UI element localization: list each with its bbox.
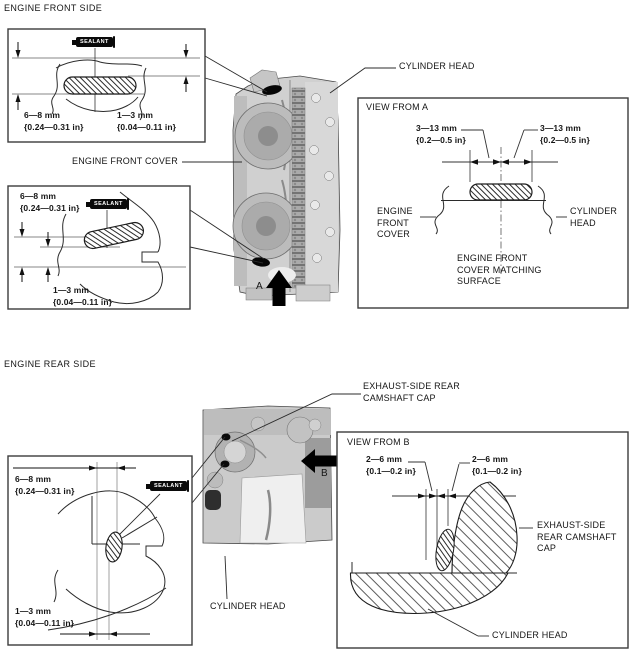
dim-1-3-in: {0.04—0.11 in} xyxy=(53,297,113,307)
dim-6-8-mm: 6—8 mm xyxy=(15,474,52,484)
sealant-bead-view-a xyxy=(470,184,532,200)
view-marker-a: A xyxy=(256,281,263,292)
view-b-dim-left-in: {0.1—0.2 in} xyxy=(366,466,416,476)
engine-front-illustration xyxy=(233,70,340,301)
dim-1-3-in: {0.04—0.11 in} xyxy=(15,618,75,628)
view-a-dim-right-mm: 3—13 mm xyxy=(540,123,581,133)
dim-1-3-mm: 1—3 mm xyxy=(53,285,90,295)
view-a-left-label: ENGINE FRONT COVER xyxy=(377,206,413,239)
cylinder-head-label-front: CYLINDER HEAD xyxy=(399,61,475,71)
dim-6-8-in: {0.24—0.31 in} xyxy=(20,203,80,213)
view-a-dim-left-in: {0.2—0.5 in} xyxy=(416,135,466,145)
view-a-dim-left-mm: 3—13 mm xyxy=(416,123,457,133)
engine-rear-illustration xyxy=(203,406,332,544)
cylinder-head-label-rear: CYLINDER HEAD xyxy=(210,601,286,611)
view-a-dim-right-in: {0.2—0.5 in} xyxy=(540,135,590,145)
view-a-right-label: CYLINDER HEAD xyxy=(570,206,618,228)
dim-1-3-mm: 1—3 mm xyxy=(15,606,52,616)
dim-6-8-in: {0.24—0.31 in} xyxy=(15,486,75,496)
sealant-badge: SEALANT xyxy=(76,37,113,47)
view-a-title: VIEW FROM A xyxy=(366,102,429,112)
view-b-dim-right-mm: 2—6 mm xyxy=(472,454,509,464)
view-b-dim-left-mm: 2—6 mm xyxy=(366,454,403,464)
exhaust-cap-label: EXHAUST-SIDE REAR CAMSHAFT CAP xyxy=(363,381,460,403)
sealant-bead-front-top xyxy=(64,77,136,94)
rear-cylinder-head-leader xyxy=(225,556,227,599)
engine-front-cover-label: ENGINE FRONT COVER xyxy=(72,156,178,166)
view-a-caption: ENGINE FRONT COVER MATCHING SURFACE xyxy=(457,253,542,286)
front-cylinder-head-leader xyxy=(330,68,396,93)
view-marker-b: B xyxy=(321,468,328,479)
view-b-cylinder-head-label: CYLINDER HEAD xyxy=(492,630,568,640)
dim-1-3-in: {0.04—0.11 in} xyxy=(117,122,177,132)
dim-6-8-mm: 6—8 mm xyxy=(20,191,57,201)
view-b-title: VIEW FROM B xyxy=(347,437,410,447)
dim-6-8-in: {0.24—0.31 in} xyxy=(24,122,84,132)
sealant-badge: SEALANT xyxy=(150,481,187,491)
dim-1-3-mm: 1—3 mm xyxy=(117,110,154,120)
sealant-badge: SEALANT xyxy=(90,199,127,209)
rear-section-title: ENGINE REAR SIDE xyxy=(4,359,96,369)
front-section-title: ENGINE FRONT SIDE xyxy=(4,3,103,13)
view-b-cap-label: EXHAUST-SIDE REAR CAMSHAFT CAP xyxy=(537,520,617,553)
dim-6-8-mm: 6—8 mm xyxy=(24,110,61,120)
view-b-dim-right-in: {0.1—0.2 in} xyxy=(472,466,522,476)
